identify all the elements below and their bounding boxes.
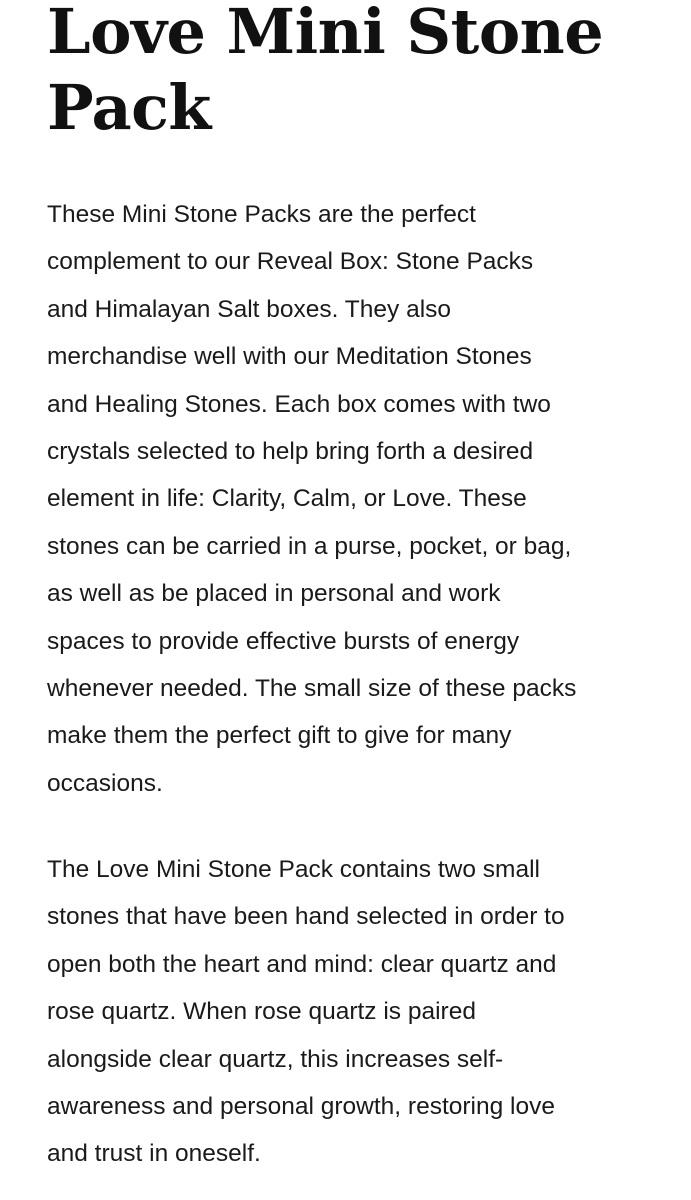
description-paragraph-intro: These Mini Stone Packs are the perfect complement to our Reveal Box: Stone Packs and Himalayan Salt boxes. They also merchandise well with our Meditation Stones and Healing Stones. Each box comes with two crystals selected to help bring forth a desired element in life: Clarity, Calm, or Love. These stones can be carried in a purse, pocket, or bag, as well as be placed in personal and work spaces to provide effective bursts of energy whenever needed. The small size of these packs make them the perfect gift to give for many occasions. (47, 201, 577, 797)
description-paragraph-love-pack: The Love Mini Stone Pack contains two small stones that have been hand selected in order to open both the heart and mind: clear quartz and rose quartz. When rose quartz is paired alongside clear quartz, this increases self-awareness and personal growth, restoring love and trust in oneself. (47, 856, 565, 1168)
product-title: Love Mini Stone Pack (47, 0, 604, 144)
product-description-section (47, 0, 607, 1168)
